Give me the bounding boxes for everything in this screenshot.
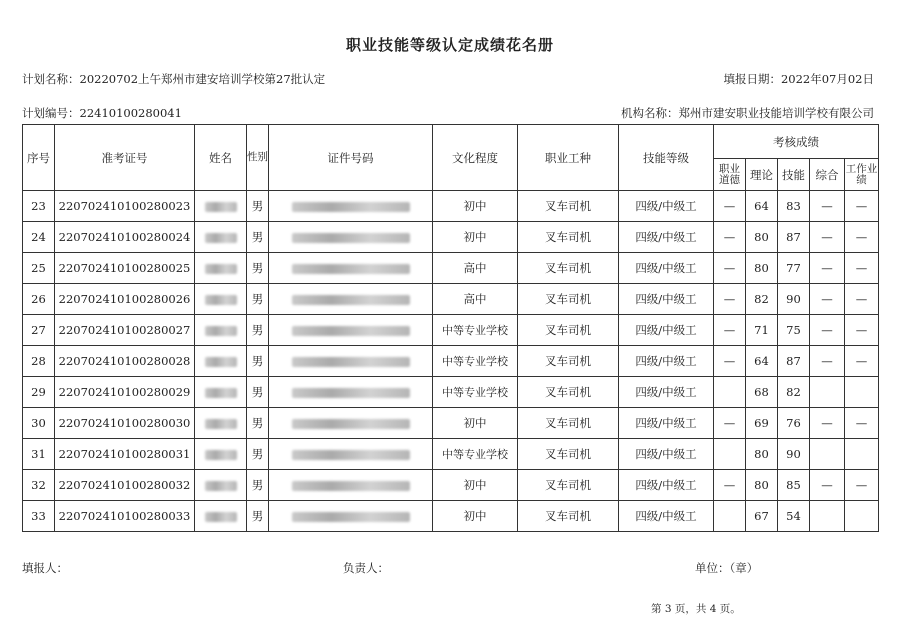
table-row xyxy=(23,191,879,222)
cell-education: 初中 xyxy=(433,408,518,439)
cell-skill-level: 四级/中级工 xyxy=(619,470,714,501)
table-row xyxy=(23,470,879,501)
table-row xyxy=(23,439,879,470)
cell-ethics: — xyxy=(714,222,746,253)
cell-seq: 33 xyxy=(23,501,55,532)
redacted-name xyxy=(205,295,237,305)
cell-occupation: 叉车司机 xyxy=(518,377,619,408)
cell-skill-level: 四级/中级工 xyxy=(619,501,714,532)
cell-id-number xyxy=(269,377,433,408)
cell-skill-level: 四级/中级工 xyxy=(619,346,714,377)
cell-overall: — xyxy=(810,315,845,346)
cell-seq: 25 xyxy=(23,253,55,284)
cell-overall: — xyxy=(810,346,845,377)
cell-skill-level: 四级/中级工 xyxy=(619,222,714,253)
redacted-id-number xyxy=(292,450,410,460)
redacted-id-number xyxy=(292,202,410,212)
cell-overall xyxy=(810,501,845,532)
header-theory: 理论 xyxy=(746,159,778,191)
header-exam-number: 准考证号 xyxy=(55,125,195,191)
cell-skill: 90 xyxy=(778,439,810,470)
cell-theory: 71 xyxy=(746,315,778,346)
cell-id-number xyxy=(269,439,433,470)
cell-work-performance: — xyxy=(845,253,879,284)
cell-name xyxy=(195,501,247,532)
cell-work-performance: — xyxy=(845,408,879,439)
cell-seq: 28 xyxy=(23,346,55,377)
cell-gender: 男 xyxy=(247,470,269,501)
redacted-name xyxy=(205,419,237,429)
cell-work-performance: — xyxy=(845,470,879,501)
cell-gender: 男 xyxy=(247,346,269,377)
cell-id-number xyxy=(269,284,433,315)
table-row xyxy=(23,501,879,532)
table-row xyxy=(23,408,879,439)
cell-overall xyxy=(810,377,845,408)
cell-id-number xyxy=(269,470,433,501)
cell-skill: 87 xyxy=(778,346,810,377)
cell-exam-number: 220702410100280026 xyxy=(55,284,195,315)
cell-education: 中等专业学校 xyxy=(433,377,518,408)
header-name: 姓名 xyxy=(195,125,247,191)
redacted-name xyxy=(205,450,237,460)
cell-exam-number: 220702410100280033 xyxy=(55,501,195,532)
redacted-name xyxy=(205,202,237,212)
header-education: 文化程度 xyxy=(433,125,518,191)
cell-seq: 31 xyxy=(23,439,55,470)
cell-work-performance: — xyxy=(845,284,879,315)
fill-date: 填报日期：2022年07月02日 xyxy=(723,72,874,86)
cell-theory: 64 xyxy=(746,346,778,377)
cell-occupation: 叉车司机 xyxy=(518,315,619,346)
cell-name xyxy=(195,284,247,315)
cell-exam-number: 220702410100280024 xyxy=(55,222,195,253)
cell-theory: 67 xyxy=(746,501,778,532)
redacted-name xyxy=(205,264,237,274)
cell-name xyxy=(195,439,247,470)
cell-seq: 23 xyxy=(23,191,55,222)
cell-occupation: 叉车司机 xyxy=(518,439,619,470)
cell-skill-level: 四级/中级工 xyxy=(619,315,714,346)
header-ethics: 职业道德 xyxy=(714,159,746,191)
cell-skill: 82 xyxy=(778,377,810,408)
cell-occupation: 叉车司机 xyxy=(518,470,619,501)
header-id-number: 证件号码 xyxy=(269,125,433,191)
cell-name xyxy=(195,346,247,377)
cell-gender: 男 xyxy=(247,439,269,470)
table-row xyxy=(23,377,879,408)
cell-name xyxy=(195,191,247,222)
cell-gender: 男 xyxy=(247,253,269,284)
cell-work-performance: — xyxy=(845,222,879,253)
cell-exam-number: 220702410100280023 xyxy=(55,191,195,222)
cell-occupation: 叉车司机 xyxy=(518,284,619,315)
cell-id-number xyxy=(269,191,433,222)
cell-overall xyxy=(810,439,845,470)
redacted-id-number xyxy=(292,481,410,491)
cell-theory: 82 xyxy=(746,284,778,315)
cell-skill: 76 xyxy=(778,408,810,439)
cell-theory: 80 xyxy=(746,253,778,284)
cell-gender: 男 xyxy=(247,377,269,408)
cell-name xyxy=(195,253,247,284)
roster-body xyxy=(23,191,879,532)
document-title: 职业技能等级认定成绩花名册 xyxy=(345,36,554,54)
cell-ethics: — xyxy=(714,408,746,439)
cell-exam-number: 220702410100280028 xyxy=(55,346,195,377)
cell-exam-number: 220702410100280032 xyxy=(55,470,195,501)
cell-ethics: — xyxy=(714,191,746,222)
redacted-id-number xyxy=(292,295,410,305)
cell-id-number xyxy=(269,222,433,253)
filler-signature-label: 填报人： xyxy=(22,561,68,575)
cell-education: 高中 xyxy=(433,253,518,284)
cell-skill: 77 xyxy=(778,253,810,284)
cell-gender: 男 xyxy=(247,284,269,315)
cell-occupation: 叉车司机 xyxy=(518,222,619,253)
cell-seq: 32 xyxy=(23,470,55,501)
cell-seq: 26 xyxy=(23,284,55,315)
page-indicator: 第 3 页，共 4 页。 xyxy=(651,603,741,615)
cell-ethics xyxy=(714,377,746,408)
cell-occupation: 叉车司机 xyxy=(518,346,619,377)
cell-education: 初中 xyxy=(433,470,518,501)
cell-overall: — xyxy=(810,470,845,501)
cell-gender: 男 xyxy=(247,315,269,346)
cell-exam-number: 220702410100280027 xyxy=(55,315,195,346)
redacted-id-number xyxy=(292,357,410,367)
table-row xyxy=(23,284,879,315)
cell-exam-number: 220702410100280031 xyxy=(55,439,195,470)
redacted-name xyxy=(205,326,237,336)
cell-ethics: — xyxy=(714,470,746,501)
cell-ethics: — xyxy=(714,253,746,284)
redacted-id-number xyxy=(292,419,410,429)
cell-seq: 27 xyxy=(23,315,55,346)
redacted-name xyxy=(205,512,237,522)
cell-ethics: — xyxy=(714,346,746,377)
redacted-id-number xyxy=(292,233,410,243)
cell-work-performance xyxy=(845,377,879,408)
cell-ethics: — xyxy=(714,284,746,315)
table-row xyxy=(23,315,879,346)
cell-education: 初中 xyxy=(433,501,518,532)
cell-theory: 80 xyxy=(746,470,778,501)
cell-name xyxy=(195,222,247,253)
cell-occupation: 叉车司机 xyxy=(518,191,619,222)
table-row xyxy=(23,346,879,377)
redacted-id-number xyxy=(292,512,410,522)
header-work-performance: 工作业绩 xyxy=(845,159,879,191)
cell-gender: 男 xyxy=(247,222,269,253)
cell-skill: 90 xyxy=(778,284,810,315)
header-occupation: 职业工种 xyxy=(518,125,619,191)
cell-gender: 男 xyxy=(247,408,269,439)
header-gender: 性别 xyxy=(247,125,269,191)
cell-occupation: 叉车司机 xyxy=(518,408,619,439)
cell-seq: 24 xyxy=(23,222,55,253)
cell-seq: 29 xyxy=(23,377,55,408)
plan-name: 计划名称：20220702上午郑州市建安培训学校第27批认定 xyxy=(22,72,326,86)
cell-theory: 68 xyxy=(746,377,778,408)
cell-skill: 83 xyxy=(778,191,810,222)
cell-theory: 80 xyxy=(746,439,778,470)
cell-gender: 男 xyxy=(247,501,269,532)
cell-skill-level: 四级/中级工 xyxy=(619,377,714,408)
cell-skill-level: 四级/中级工 xyxy=(619,191,714,222)
score-roster-table xyxy=(22,124,879,532)
unit-seal-label: 单位：（章） xyxy=(695,561,759,575)
cell-overall: — xyxy=(810,408,845,439)
cell-skill-level: 四级/中级工 xyxy=(619,284,714,315)
cell-id-number xyxy=(269,408,433,439)
cell-theory: 69 xyxy=(746,408,778,439)
cell-occupation: 叉车司机 xyxy=(518,501,619,532)
cell-id-number xyxy=(269,315,433,346)
header-skill: 技能 xyxy=(778,159,810,191)
cell-id-number xyxy=(269,501,433,532)
table-row xyxy=(23,253,879,284)
cell-education: 中等专业学校 xyxy=(433,439,518,470)
cell-education: 中等专业学校 xyxy=(433,346,518,377)
cell-skill: 54 xyxy=(778,501,810,532)
cell-work-performance: — xyxy=(845,315,879,346)
cell-skill-level: 四级/中级工 xyxy=(619,253,714,284)
cell-skill-level: 四级/中级工 xyxy=(619,408,714,439)
responsible-signature-label: 负责人： xyxy=(343,561,389,575)
header-skill-level: 技能等级 xyxy=(619,125,714,191)
redacted-name xyxy=(205,357,237,367)
cell-gender: 男 xyxy=(247,191,269,222)
cell-overall: — xyxy=(810,222,845,253)
cell-education: 中等专业学校 xyxy=(433,315,518,346)
cell-skill-level: 四级/中级工 xyxy=(619,439,714,470)
cell-id-number xyxy=(269,253,433,284)
cell-name xyxy=(195,408,247,439)
redacted-id-number xyxy=(292,388,410,398)
redacted-id-number xyxy=(292,264,410,274)
cell-overall: — xyxy=(810,253,845,284)
cell-seq: 30 xyxy=(23,408,55,439)
cell-name xyxy=(195,315,247,346)
cell-work-performance xyxy=(845,439,879,470)
cell-overall: — xyxy=(810,191,845,222)
cell-exam-number: 220702410100280029 xyxy=(55,377,195,408)
cell-work-performance: — xyxy=(845,191,879,222)
cell-education: 初中 xyxy=(433,191,518,222)
cell-skill: 87 xyxy=(778,222,810,253)
header-overall: 综合 xyxy=(810,159,845,191)
cell-skill: 85 xyxy=(778,470,810,501)
cell-name xyxy=(195,377,247,408)
cell-education: 高中 xyxy=(433,284,518,315)
redacted-name xyxy=(205,481,237,491)
cell-ethics xyxy=(714,439,746,470)
header-seq: 序号 xyxy=(23,125,55,191)
cell-work-performance: — xyxy=(845,346,879,377)
cell-id-number xyxy=(269,346,433,377)
cell-education: 初中 xyxy=(433,222,518,253)
cell-ethics: — xyxy=(714,315,746,346)
header-assessment-scores: 考核成绩 xyxy=(714,125,879,159)
redacted-name xyxy=(205,388,237,398)
cell-skill: 75 xyxy=(778,315,810,346)
redacted-name xyxy=(205,233,237,243)
cell-theory: 64 xyxy=(746,191,778,222)
cell-exam-number: 220702410100280025 xyxy=(55,253,195,284)
cell-theory: 80 xyxy=(746,222,778,253)
cell-overall: — xyxy=(810,284,845,315)
redacted-id-number xyxy=(292,326,410,336)
cell-ethics xyxy=(714,501,746,532)
table-row xyxy=(23,222,879,253)
cell-name xyxy=(195,470,247,501)
cell-occupation: 叉车司机 xyxy=(518,253,619,284)
organization-name: 机构名称：郑州市建安职业技能培训学校有限公司 xyxy=(621,106,874,120)
cell-exam-number: 220702410100280030 xyxy=(55,408,195,439)
cell-work-performance xyxy=(845,501,879,532)
plan-number: 计划编号：22410100280041 xyxy=(22,106,182,120)
